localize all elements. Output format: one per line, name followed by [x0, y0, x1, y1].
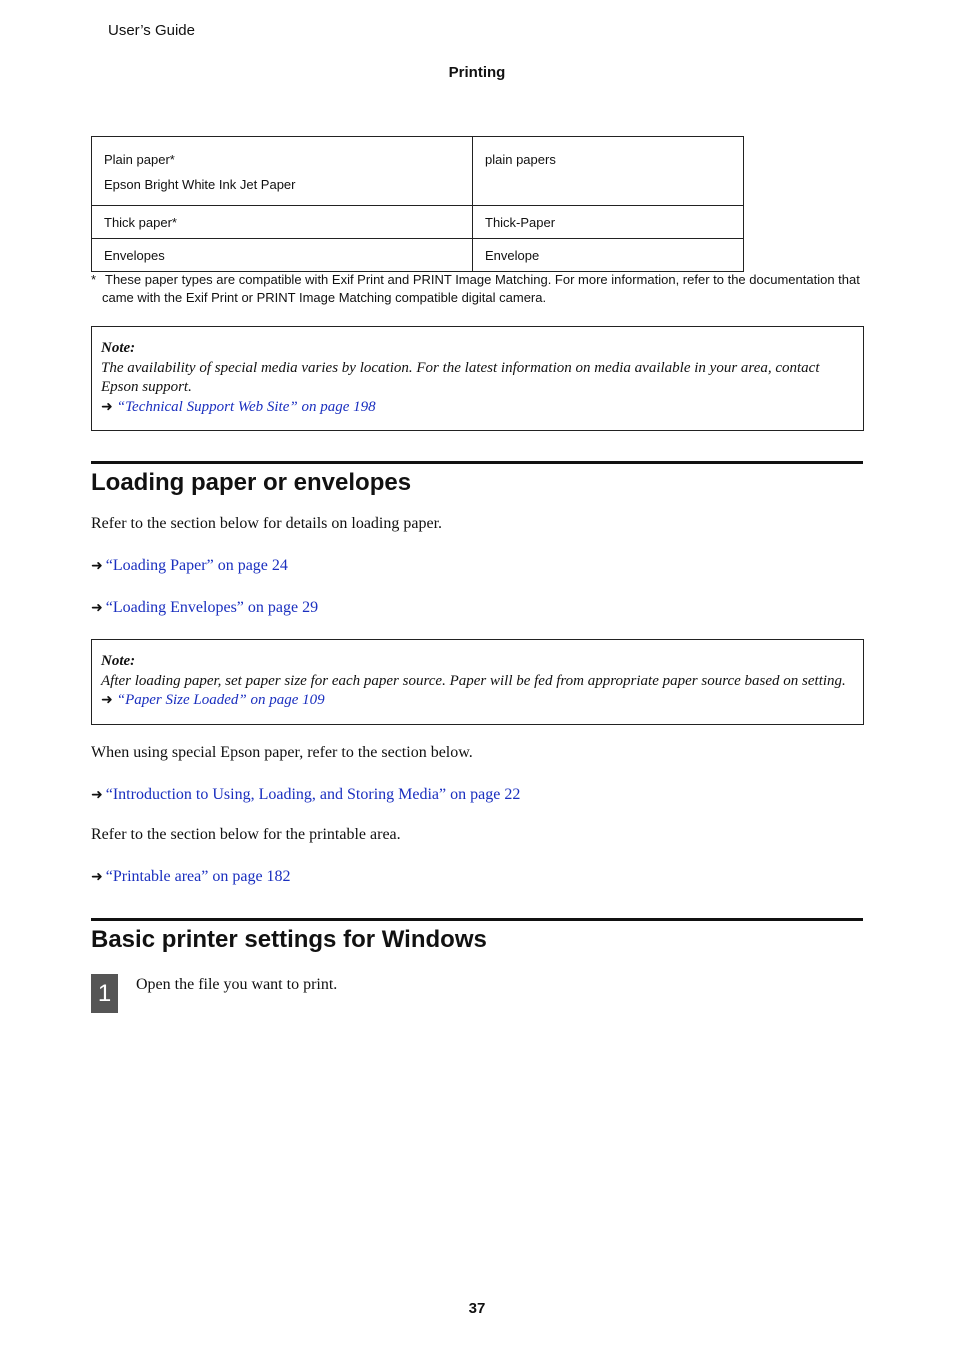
paper-size-loaded-link[interactable]: “Paper Size Loaded” on page 109	[116, 692, 325, 708]
link-row-printable-area	[91, 868, 291, 886]
media-name: Plain paper*	[104, 152, 175, 167]
loading-envelopes-link[interactable]: “Loading Envelopes” on page 29	[105, 599, 319, 616]
note-title: Note:	[101, 340, 136, 356]
note-box-support	[91, 326, 864, 431]
note-text: After loading paper, set paper size for each paper source. Paper will be fed from appropriate paper source based on setting.	[101, 672, 846, 689]
media-type-table	[91, 136, 744, 272]
footnote-text: These paper types are compatible with Exif Print and PRINT Image Matching. For more information, refer to the documentation that came with the Exif Print or PRINT Image Matching compatible digital camera.	[102, 272, 860, 305]
note-link-row	[101, 691, 854, 711]
note-link-row	[101, 398, 854, 418]
table-cell-setting	[473, 137, 744, 206]
link-row-media-intro	[91, 786, 520, 804]
arrow-right-icon: ➜	[91, 601, 103, 616]
note-box-paper-size	[91, 639, 864, 725]
page-number: 37	[468, 1300, 486, 1317]
media-setting: plain papers	[485, 152, 556, 167]
printable-area-link[interactable]: “Printable area” on page 182	[105, 868, 291, 885]
link-row-loading-envelopes	[91, 599, 318, 617]
arrow-right-icon: ➜	[101, 399, 113, 415]
media-intro-link[interactable]: “Introduction to Using, Loading, and Storing Media” on page 22	[105, 786, 521, 803]
table-cell-setting: Thick-Paper	[473, 206, 744, 239]
guide-title: User’s Guide	[108, 22, 195, 39]
step-number-badge: 1	[91, 974, 118, 1013]
note-title: Note:	[101, 653, 136, 669]
table-cell-media	[92, 137, 473, 206]
table-row	[92, 137, 744, 206]
arrow-right-icon: ➜	[91, 788, 103, 803]
table-footnote	[91, 271, 866, 307]
loading-intro-text: Refer to the section below for details on loading paper.	[91, 515, 443, 532]
table-cell-setting: Envelope	[473, 239, 744, 272]
arrow-right-icon: ➜	[101, 693, 113, 708]
special-paper-text: When using special Epson paper, refer to the section below.	[91, 744, 473, 761]
technical-support-link[interactable]: “Technical Support Web Site” on page 198	[116, 398, 376, 415]
table-cell-media: Thick paper*	[92, 206, 473, 239]
link-row-loading-paper	[91, 557, 288, 575]
section-title: Printing	[448, 64, 506, 81]
loading-paper-link[interactable]: “Loading Paper” on page 24	[105, 557, 288, 574]
printable-area-text: Refer to the section below for the printable area.	[91, 826, 401, 843]
table-row	[92, 206, 744, 239]
media-name: Epson Bright White Ink Jet Paper	[104, 177, 296, 192]
table-row	[92, 239, 744, 272]
table-cell-media: Envelopes	[92, 239, 473, 272]
note-text: The availability of special media varies by location. For the latest information on media available in your area, contact Epson support.	[101, 359, 820, 395]
arrow-right-icon: ➜	[91, 559, 103, 574]
arrow-right-icon: ➜	[91, 870, 103, 885]
heading-loading-paper: Loading paper or envelopes	[91, 461, 863, 497]
step-text: Open the file you want to print.	[136, 976, 338, 993]
footnote-mark: *	[91, 272, 97, 287]
heading-windows-settings: Basic printer settings for Windows	[91, 918, 863, 954]
